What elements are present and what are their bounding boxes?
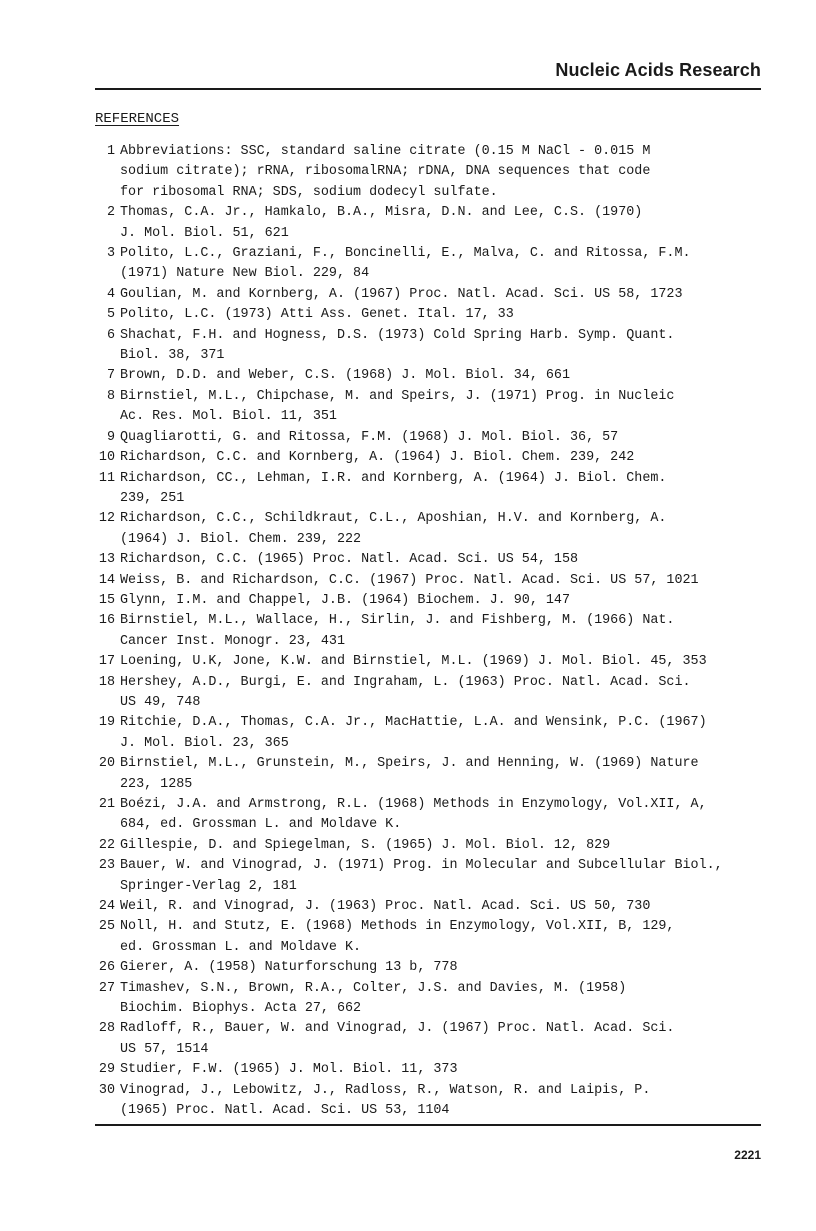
- reference-text-line: Brown, D.D. and Weber, C.S. (1968) J. Mol. Biol. 34, 661: [120, 368, 570, 384]
- reference-number: 23: [98, 858, 115, 874]
- reference-text-line: 239, 251: [120, 490, 185, 506]
- reference-item: [90, 142, 770, 203]
- reference-number: 11: [98, 470, 115, 486]
- reference-number: 18: [98, 674, 115, 690]
- reference-item: [90, 326, 770, 367]
- reference-item: [90, 979, 770, 1020]
- reference-item: [90, 713, 770, 754]
- reference-text-line: Biochim. Biophys. Acta 27, 662: [120, 1001, 362, 1017]
- reference-text-line: for ribosomal RNA; SDS, sodium dodecyl sulfate.: [120, 184, 498, 200]
- reference-text-line: Timashev, S.N., Brown, R.A., Colter, J.S. and Davies, M. (1958): [120, 980, 627, 996]
- reference-number: 4: [106, 286, 115, 302]
- reference-number: 2: [106, 205, 115, 221]
- header-rule: [95, 88, 761, 90]
- reference-text-line: Birnstiel, M.L., Chipchase, M. and Speirs, J. (1971) Prog. in Nucleic: [120, 388, 675, 404]
- reference-item: [90, 897, 770, 917]
- reference-text-line: Vinograd, J., Lebowitz, J., Radloss, R., Watson, R. and Laipis, P.: [120, 1082, 651, 1098]
- reference-number: 5: [106, 307, 115, 323]
- reference-number: 9: [106, 429, 115, 445]
- reference-number: 15: [98, 592, 115, 608]
- reference-text-line: Birnstiel, M.L., Wallace, H., Sirlin, J. and Fishberg, M. (1966) Nat.: [120, 613, 675, 629]
- reference-text-line: Weiss, B. and Richardson, C.C. (1967) Proc. Natl. Acad. Sci. US 57, 1021: [120, 572, 699, 588]
- reference-text-line: Shachat, F.H. and Hogness, D.S. (1973) Cold Spring Harb. Symp. Quant.: [120, 327, 675, 343]
- reference-item: [90, 958, 770, 978]
- reference-number: 3: [106, 246, 115, 262]
- reference-text-line: J. Mol. Biol. 51, 621: [120, 225, 289, 241]
- reference-text-line: ed. Grossman L. and Moldave K.: [120, 939, 362, 955]
- reference-item: [90, 285, 770, 305]
- reference-text-line: Ac. Res. Mol. Biol. 11, 351: [120, 409, 337, 425]
- reference-item: [90, 571, 770, 591]
- reference-item: [90, 203, 770, 244]
- page-number: 2221: [734, 1148, 761, 1162]
- reference-text-line: Loening, U.K, Jone, K.W. and Birnstiel, M.L. (1969) J. Mol. Biol. 45, 353: [120, 654, 707, 670]
- reference-text-line: Richardson, C.C., Schildkraut, C.L., Aposhian, H.V. and Kornberg, A.: [120, 511, 667, 527]
- reference-item: [90, 611, 770, 652]
- reference-number: 28: [98, 1021, 115, 1037]
- reference-text-line: Boézi, J.A. and Armstrong, R.L. (1968) Methods in Enzymology, Vol.XII, A,: [120, 797, 707, 812]
- reference-text-line: Biol. 38, 371: [120, 348, 225, 364]
- reference-number: 22: [98, 837, 115, 853]
- reference-item: [90, 673, 770, 714]
- reference-text-line: Studier, F.W. (1965) J. Mol. Biol. 11, 373: [120, 1062, 458, 1078]
- reference-text-line: Richardson, C.C. and Kornberg, A. (1964) J. Biol. Chem. 239, 242: [120, 450, 635, 466]
- reference-number: 8: [106, 388, 115, 404]
- reference-text-line: (1964) J. Biol. Chem. 239, 222: [120, 531, 362, 547]
- reference-item: [90, 754, 770, 795]
- reference-item: [90, 387, 770, 428]
- reference-number: 6: [106, 327, 115, 343]
- reference-text-line: Richardson, CC., Lehman, I.R. and Kornberg, A. (1964) J. Biol. Chem.: [120, 470, 667, 486]
- reference-item: [90, 469, 770, 510]
- reference-item: [90, 366, 770, 386]
- reference-text-line: (1965) Proc. Natl. Acad. Sci. US 53, 1104: [120, 1103, 450, 1119]
- reference-item: [90, 856, 770, 897]
- reference-number: 29: [98, 1062, 115, 1078]
- footer-rule: [95, 1124, 761, 1126]
- reference-text-line: Ritchie, D.A., Thomas, C.A. Jr., MacHattie, L.A. and Wensink, P.C. (1967): [120, 715, 707, 731]
- reference-item: [90, 652, 770, 672]
- reference-number: 20: [98, 756, 115, 772]
- reference-number: 24: [98, 899, 115, 915]
- reference-number: 1: [106, 144, 115, 159]
- reference-text-line: Bauer, W. and Vinograd, J. (1971) Prog. in Molecular and Subcellular Biol.,: [120, 858, 723, 874]
- reference-text-line: Hershey, A.D., Burgi, E. and Ingraham, L. (1963) Proc. Natl. Acad. Sci.: [120, 674, 691, 690]
- reference-text-line: Gillespie, D. and Spiegelman, S. (1965) J. Mol. Biol. 12, 829: [120, 837, 611, 853]
- references-heading: REFERENCES: [95, 111, 180, 127]
- reference-item: [90, 244, 770, 285]
- reference-number: 16: [98, 613, 115, 629]
- reference-text-line: Thomas, C.A. Jr., Hamkalo, B.A., Misra, D.N. and Lee, C.S. (1970): [120, 205, 643, 221]
- reference-text-line: 223, 1285: [120, 776, 193, 792]
- reference-item: [90, 591, 770, 611]
- reference-text-line: Abbreviations: SSC, standard saline citrate (0.15 M NaCl - 0.015 M: [120, 144, 651, 159]
- reference-number: 14: [98, 572, 115, 588]
- reference-item: [90, 428, 770, 448]
- reference-text-line: Noll, H. and Stutz, E. (1968) Methods in Enzymology, Vol.XII, B, 129,: [120, 919, 675, 935]
- reference-number: 30: [98, 1082, 115, 1098]
- reference-text-line: Glynn, I.M. and Chappel, J.B. (1964) Biochem. J. 90, 147: [120, 592, 570, 608]
- reference-item: [90, 1081, 770, 1122]
- reference-text-line: US 49, 748: [120, 694, 201, 710]
- reference-text-line: 684, ed. Grossman L. and Moldave K.: [120, 817, 402, 833]
- reference-number: 7: [106, 368, 115, 384]
- reference-item: [90, 305, 770, 325]
- reference-text-line: Weil, R. and Vinograd, J. (1963) Proc. Natl. Acad. Sci. US 50, 730: [120, 899, 651, 915]
- reference-number: 17: [98, 654, 115, 670]
- reference-item: [90, 550, 770, 570]
- reference-text-line: Gierer, A. (1958) Naturforschung 13 b, 778: [120, 960, 458, 976]
- reference-text-line: Polito, L.C., Graziani, F., Boncinelli, E., Malva, C. and Ritossa, F.M.: [120, 246, 691, 262]
- reference-item: [90, 448, 770, 468]
- reference-text-line: Polito, L.C. (1973) Atti Ass. Genet. Ital. 17, 33: [120, 307, 514, 323]
- reference-text-line: Richardson, C.C. (1965) Proc. Natl. Acad. Sci. US 54, 158: [120, 552, 579, 568]
- reference-number: 10: [98, 450, 115, 466]
- reference-number: 25: [98, 919, 115, 935]
- reference-item: [90, 509, 770, 550]
- reference-text-line: Springer-Verlag 2, 181: [120, 878, 297, 894]
- reference-text-line: Birnstiel, M.L., Grunstein, M., Speirs, J. and Henning, W. (1969) Nature: [120, 756, 699, 772]
- reference-text-line: J. Mol. Biol. 23, 365: [120, 735, 289, 751]
- reference-text-line: sodium citrate); rRNA, ribosomalRNA; rDNA, DNA sequences that code: [120, 164, 651, 180]
- reference-number: 27: [98, 980, 115, 996]
- reference-text-line: (1971) Nature New Biol. 229, 84: [120, 266, 370, 282]
- reference-item: [90, 1019, 770, 1060]
- reference-text-line: Radloff, R., Bauer, W. and Vinograd, J. (1967) Proc. Natl. Acad. Sci.: [120, 1021, 675, 1037]
- reference-number: 12: [98, 511, 115, 527]
- reference-text-line: Goulian, M. and Kornberg, A. (1967) Proc. Natl. Acad. Sci. US 58, 1723: [120, 286, 683, 302]
- reference-number: 26: [98, 960, 115, 976]
- reference-text-line: Quagliarotti, G. and Ritossa, F.M. (1968) J. Mol. Biol. 36, 57: [120, 429, 619, 445]
- reference-item: [90, 917, 770, 958]
- reference-text-line: US 57, 1514: [120, 1041, 209, 1057]
- journal-title: Nucleic Acids Research: [555, 60, 761, 80]
- reference-number: 19: [98, 715, 115, 731]
- reference-text-line: Cancer Inst. Monogr. 23, 431: [120, 633, 345, 649]
- reference-item: [90, 1060, 770, 1080]
- reference-number: 21: [98, 797, 115, 812]
- reference-list: [90, 142, 770, 1122]
- reference-item: [90, 836, 770, 856]
- reference-item: [90, 795, 770, 836]
- reference-number: 13: [98, 552, 115, 568]
